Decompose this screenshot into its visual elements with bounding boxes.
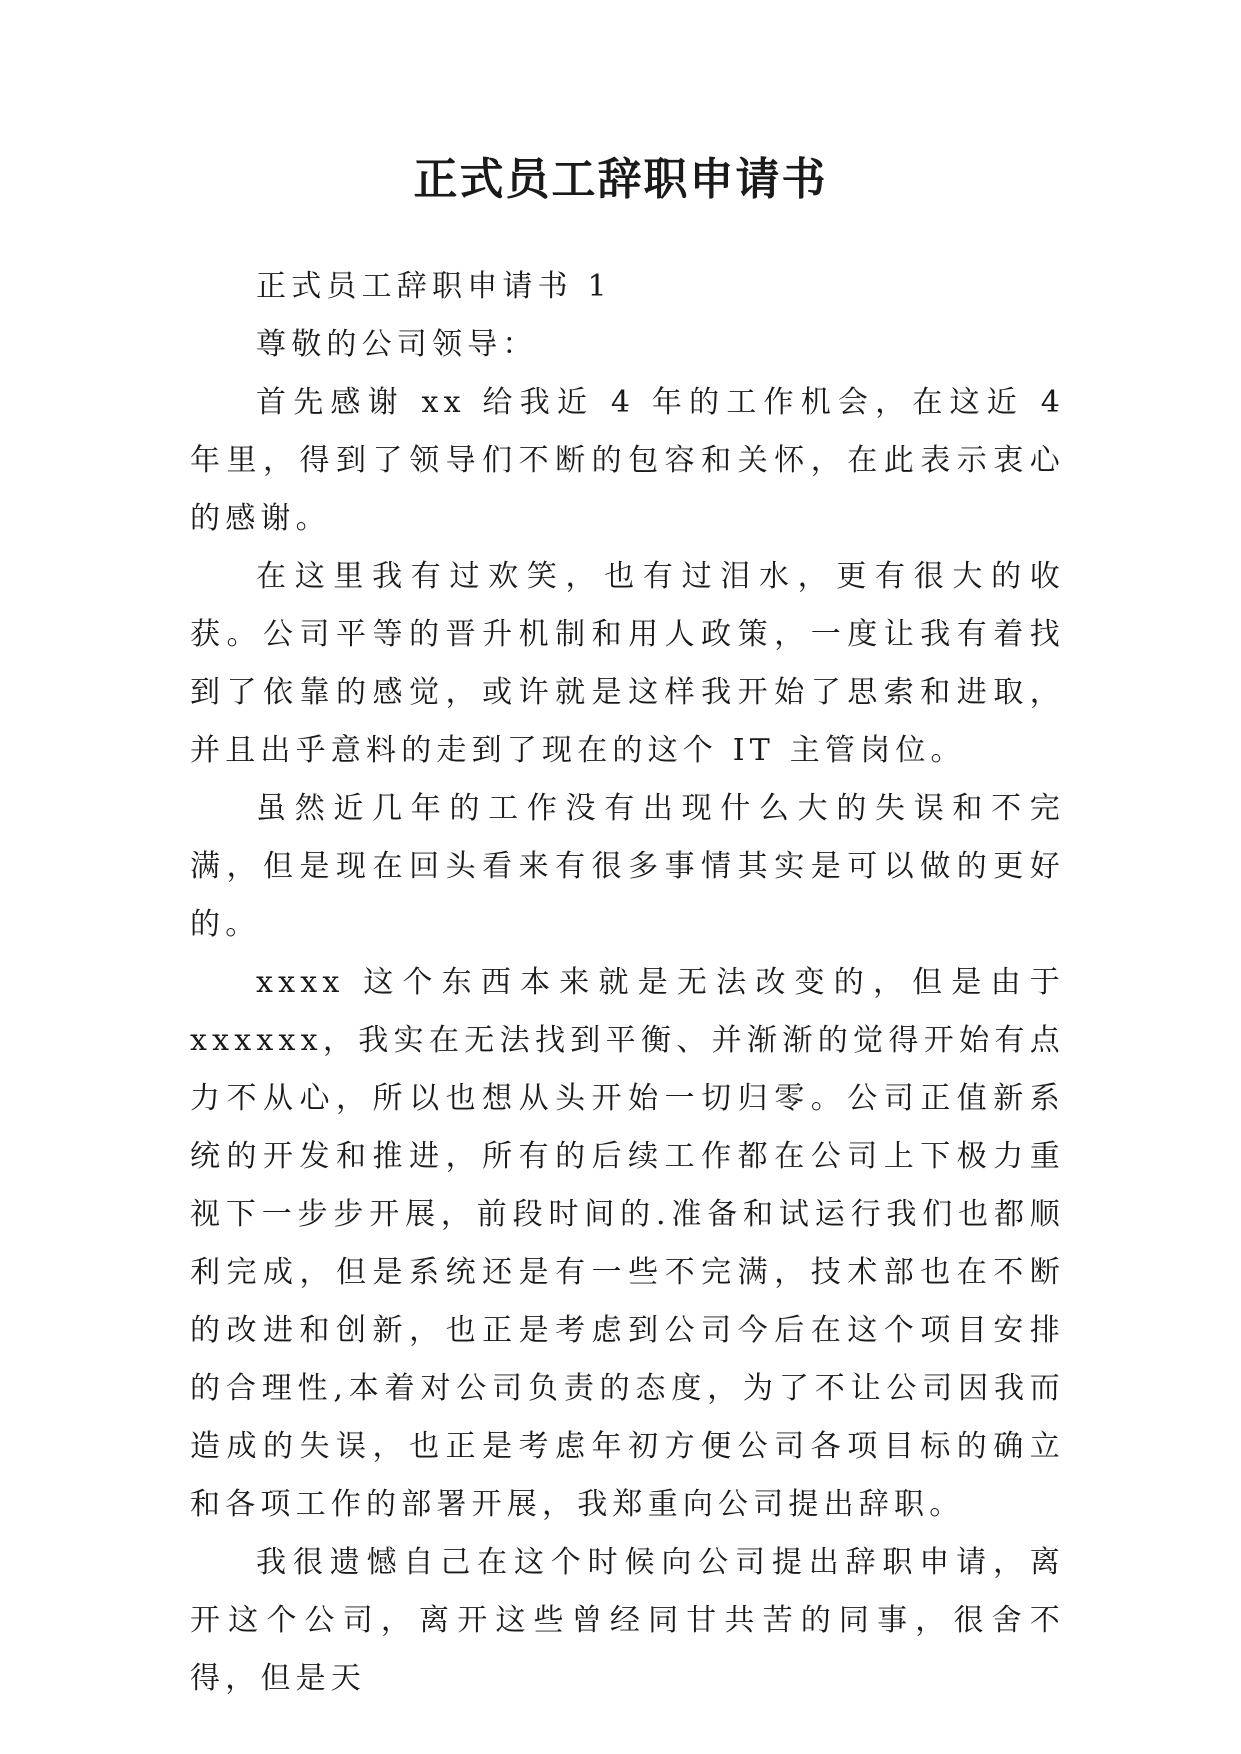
- salutation-paragraph: 尊敬的公司领导：: [256, 327, 538, 362]
- body-paragraph: 在这里我有过欢笑，也有过泪水，更有很大的收获。公司平等的晋升机制和用人政策，一度让我有着找到了依靠的感觉，或许就是这样我开始了思索和进取，并且出乎意料的走到了现在的这个 IT 主管岗位。: [190, 559, 1065, 768]
- document-title: 正式员工辞职申请书: [413, 154, 828, 205]
- body-paragraph: 虽然近几年的工作没有出现什么大的失误和不完满，但是现在回头看来有很多事情其实是可以做的更好的。: [190, 791, 1065, 942]
- body-paragraph: 首先感谢 xx 给我近 4 年的工作机会，在这近 4 年里，得到了领导们不断的包容和关怀，在此表示衷心的感谢。: [190, 385, 1065, 536]
- body-paragraph: xxxx 这个东西本来就是无法改变的，但是由于 xxxxxx，我实在无法找到平衡、并渐渐的觉得开始有点力不从心，所以也想从头开始一切归零。公司正值新系统的开发和推进，所有的后续工作都在公司上下极力重视下一步步开展，前段时间的.准备和试运行我们也都顺利完成，但是系统还是有一些不完满，技术部也在不断的改进和创新，也正是考虑到公司今后在这个项目安排的合理性,本着对公司负责的态度，为了不让公司因我而造成的失误，也正是考虑年初方便公司各项目标的确立和各项工作的部署开展，我郑重向公司提出辞职。: [190, 965, 1065, 1522]
- document-body: [190, 258, 1065, 1708]
- body-paragraph: 我很遗憾自己在这个时候向公司提出辞职申请，离开这个公司，离开这些曾经同甘共苦的同事，很舍不得，但是天: [190, 1545, 1065, 1696]
- subtitle-paragraph: 正式员工辞职申请书 1: [256, 269, 612, 304]
